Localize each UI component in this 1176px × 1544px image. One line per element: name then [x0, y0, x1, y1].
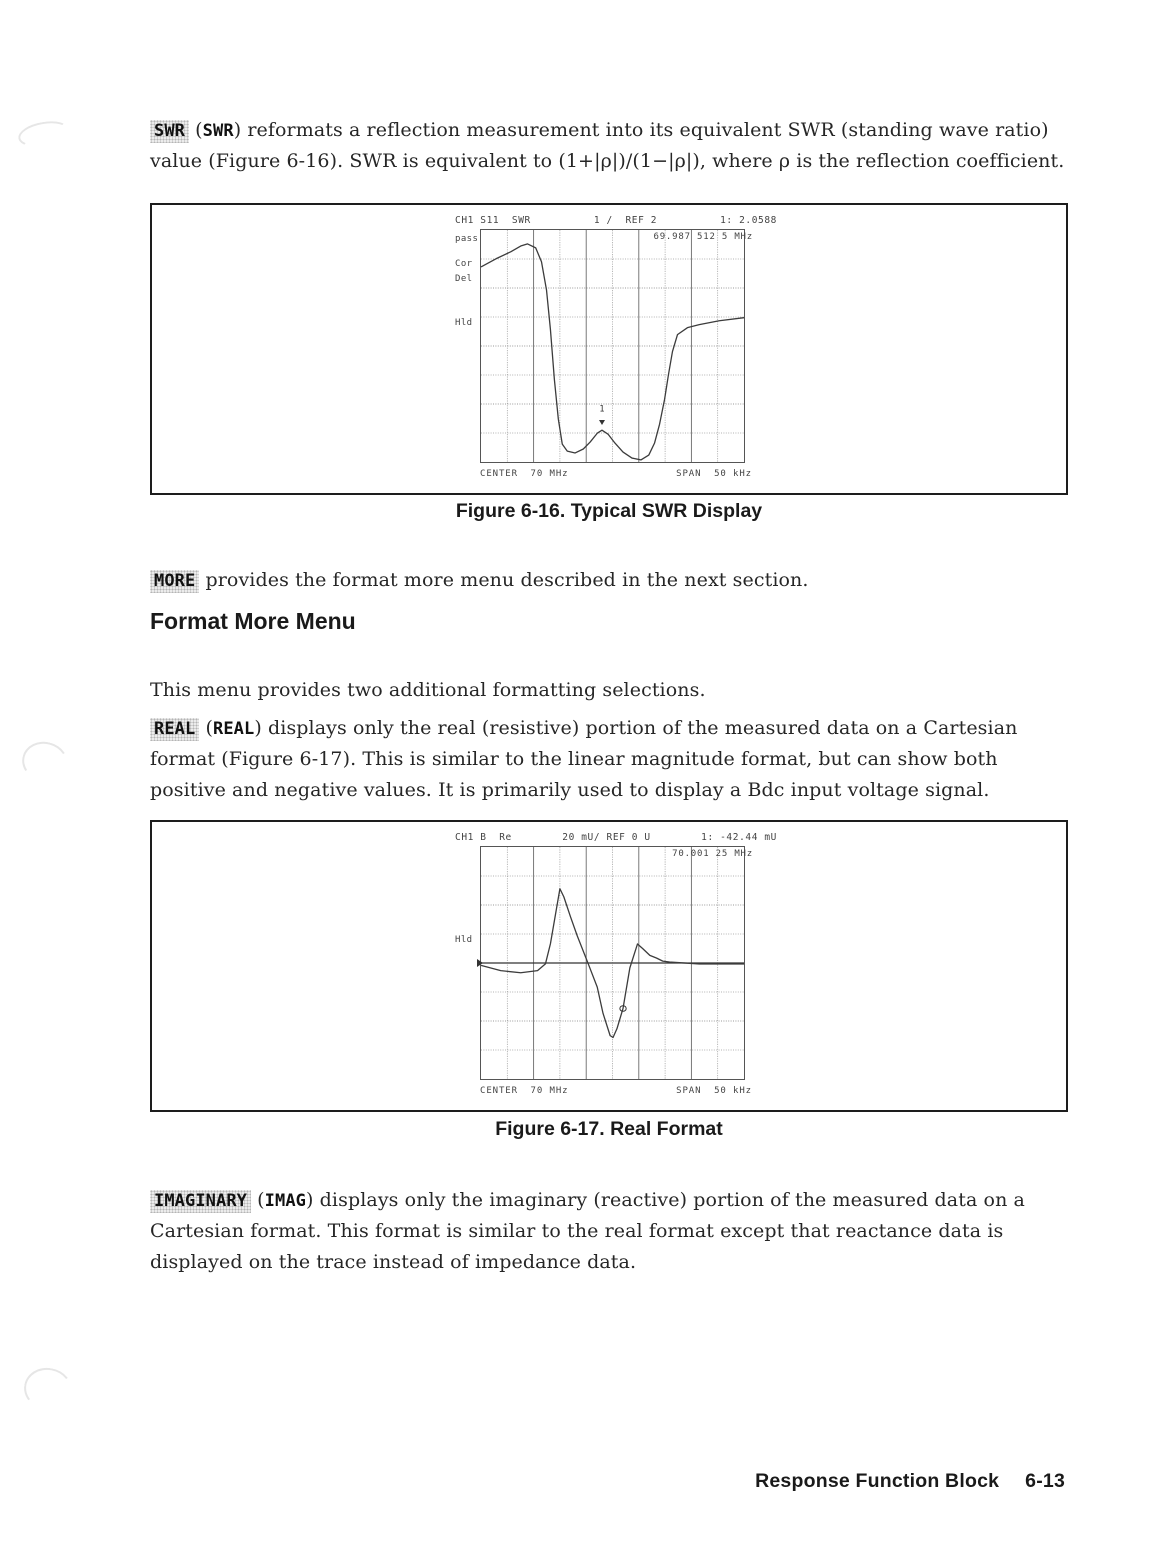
- marker-1-label: 1: [599, 404, 605, 415]
- paragraph-more: [150, 565, 1068, 596]
- crt-channel-label: CH1 B Re: [455, 832, 512, 843]
- crt-graticule: [455, 846, 753, 1080]
- crt-status-pass: pass: [455, 234, 479, 245]
- paragraph-imaginary: IMAGINARY (IMAG) displays only the imaginary (reactive) portion of the measured data on a Cartesian format. This format is similar to the real format except that reactance data is displayed on the trace instead of impedance data.: [150, 1189, 1025, 1273]
- marker-frequency: 69.987 512 5 MHz: [653, 232, 753, 242]
- figure-6-16-caption: Figure 6-16. Typical SWR Display: [455, 500, 763, 522]
- softkey-imaginary: IMAGINARY: [150, 1190, 251, 1213]
- scan-artifact: [18, 737, 73, 788]
- footer-title: Response Function Block: [755, 1470, 1000, 1492]
- softkey-more: MORE: [150, 570, 199, 593]
- span-label: SPAN 50 kHz: [676, 469, 752, 479]
- crt-scale-label: 1 / REF 2: [593, 215, 658, 226]
- crt-display-swr: [455, 215, 777, 483]
- softkey-real: REAL: [150, 718, 199, 741]
- paragraph-swr: SWR (SWR) reformats a reflection measurement into its equivalent SWR (standing wave ratio) value (Figure 6-16). SWR is equivalent to (1+|ρ|)/(1−|ρ|), where ρ is the reflection coefficient.: [150, 119, 1065, 172]
- figure-6-17-caption: Figure 6-17. Real Format: [495, 1118, 723, 1140]
- page-number: 6-13: [1025, 1470, 1065, 1492]
- span-label: SPAN 50 kHz: [676, 1086, 752, 1096]
- imag-code: IMAG: [264, 1191, 307, 1211]
- figure-6-17-frame: [150, 820, 1068, 1112]
- paragraph-real-text: displays only the real (resistive) portion of the measured data on a Cartesian format (Figure 6-17). This is similar to the linear magnitude format, but can show both positive and negative values. It is primarily used to display a Bdc input voltage signal.: [150, 717, 1018, 801]
- crt-status-hld: Hld: [455, 934, 473, 945]
- crt-channel-label: CH1 S11 SWR: [455, 215, 531, 226]
- section-heading: Format More Menu: [150, 608, 356, 634]
- crt-graticule: [455, 229, 753, 463]
- swr-trace-plot: [481, 230, 744, 462]
- marker-1-symbol: [599, 420, 605, 425]
- paragraph-swr-text: reformats a reflection measurement into its equivalent SWR (standing wave ratio) value (Figure 6-16). SWR is equivalent to (1+|ρ|)/(1−|ρ|), where ρ is the reflection coefficient.: [150, 119, 1065, 172]
- page-footer: [755, 1470, 1065, 1493]
- softkey-swr: SWR: [150, 120, 189, 143]
- paragraph-real: REAL (REAL) displays only the real (resistive) portion of the measured data on a Cartesian format (Figure 6-17). This is similar to the linear magnitude format, but can show both positive and negative values. It is primarily used to display a Bdc input voltage signal.: [150, 717, 1018, 801]
- center-frequency-label: CENTER 70 MHz: [480, 1086, 569, 1096]
- reference-level-arrow: [477, 959, 483, 967]
- crt-status-cor: Cor: [455, 258, 473, 269]
- center-frequency-label: CENTER 70 MHz: [480, 469, 569, 479]
- swr-code: SWR: [202, 121, 234, 141]
- paragraph-menu-intro: This menu provides two additional formatting selections.: [150, 679, 706, 701]
- real-code: REAL: [213, 719, 255, 739]
- real-trace-plot: [481, 847, 744, 1079]
- crt-marker-value: 1: -42.44 mU: [701, 832, 777, 843]
- scan-artifact: [16, 118, 71, 151]
- crt-footer: [480, 469, 752, 479]
- crt-header: [455, 215, 777, 226]
- crt-status-del: Del: [455, 273, 473, 284]
- figure-6-16-frame: [150, 203, 1068, 495]
- crt-display-real: [455, 832, 777, 1100]
- paragraph-imaginary-text: displays only the imaginary (reactive) portion of the measured data on a Cartesian format. This format is similar to the real format except that reactance data is displayed on the trace instead of impedance data.: [150, 1189, 1025, 1273]
- marker-frequency: 70.001 25 MHz: [672, 849, 753, 859]
- crt-status-hld: Hld: [455, 317, 473, 328]
- crt-marker-value: 1: 2.0588: [720, 215, 777, 226]
- crt-header: [455, 832, 777, 843]
- paragraph-more-text: provides the format more menu described in the next section.: [199, 569, 809, 591]
- crt-scale-label: 20 mU/ REF 0 U: [562, 832, 651, 843]
- scan-artifact: [21, 1364, 76, 1414]
- crt-footer: [480, 1086, 752, 1096]
